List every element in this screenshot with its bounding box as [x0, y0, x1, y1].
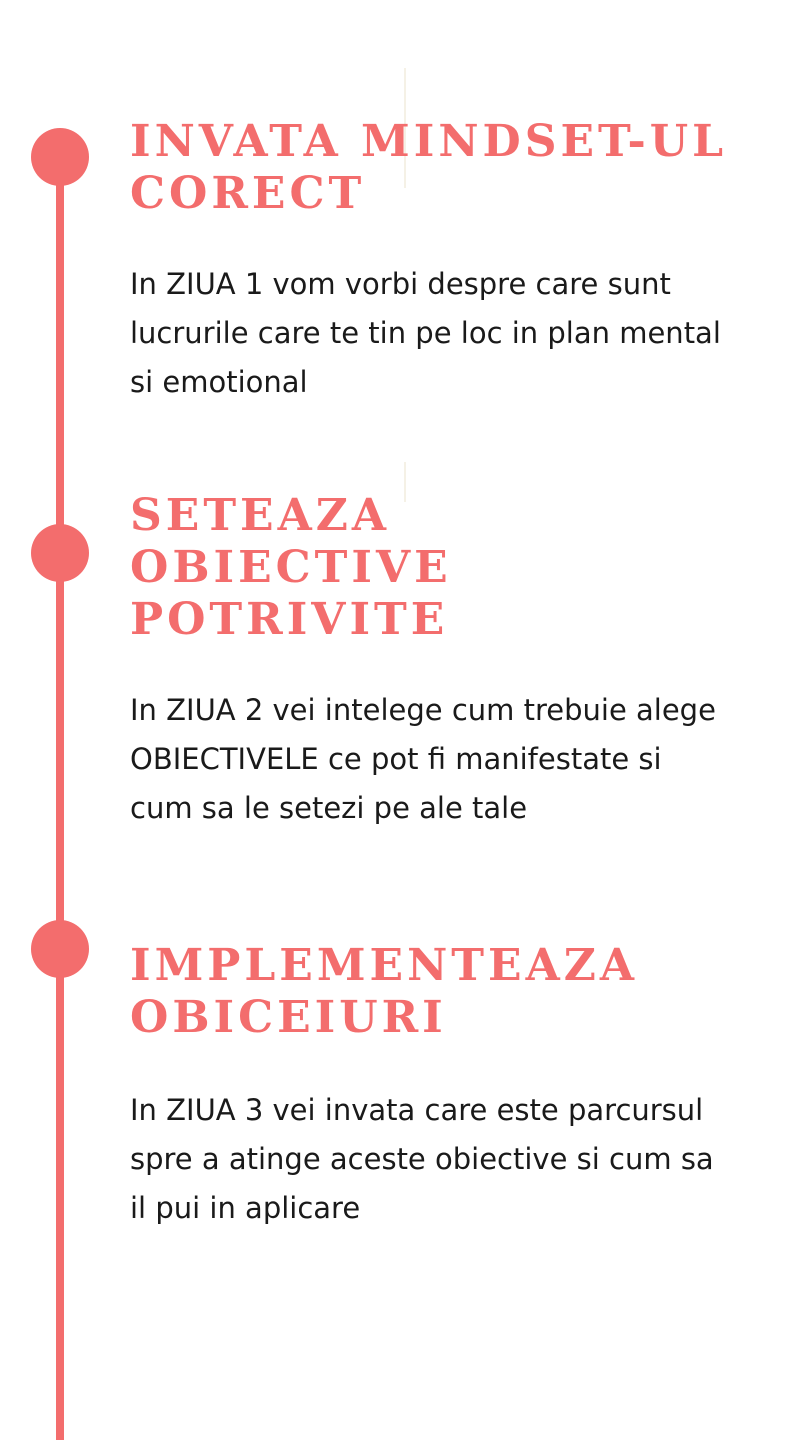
step-3 [130, 940, 730, 1233]
step-2 [130, 490, 730, 833]
step-2-title: SETEAZA OBIECTIVE POTRIVITE [130, 490, 452, 645]
step-3-title: IMPLEMENTEAZA OBICEIURI [130, 940, 638, 1043]
step-2-description [130, 686, 730, 833]
timeline-dot-step-1 [31, 128, 89, 186]
step-3-description: In ZIUA 3 vei invata care este parcursul spre a atinge aceste obiective si cum sa il pui in aplicare [130, 1093, 714, 1225]
step-2-description-end: ce pot fi manifestate si cum sa le setezi pe ale tale [130, 742, 662, 825]
timeline-dot-step-3 [31, 920, 89, 978]
timeline-dot-step-2 [31, 524, 89, 582]
step-2-description-emphasis: OBIECTIVELE [130, 742, 319, 776]
timeline-line [56, 160, 64, 1440]
step-2-description-start: In ZIUA 2 vei intelege cum trebuie alege [130, 693, 716, 727]
step-1-title: INVATA MINDSET-UL CORECT [130, 116, 728, 219]
step-1 [130, 116, 730, 407]
step-1-description: In ZIUA 1 vom vorbi despre care sunt lucrurile care te tin pe loc in plan mental si emotional [130, 267, 721, 399]
